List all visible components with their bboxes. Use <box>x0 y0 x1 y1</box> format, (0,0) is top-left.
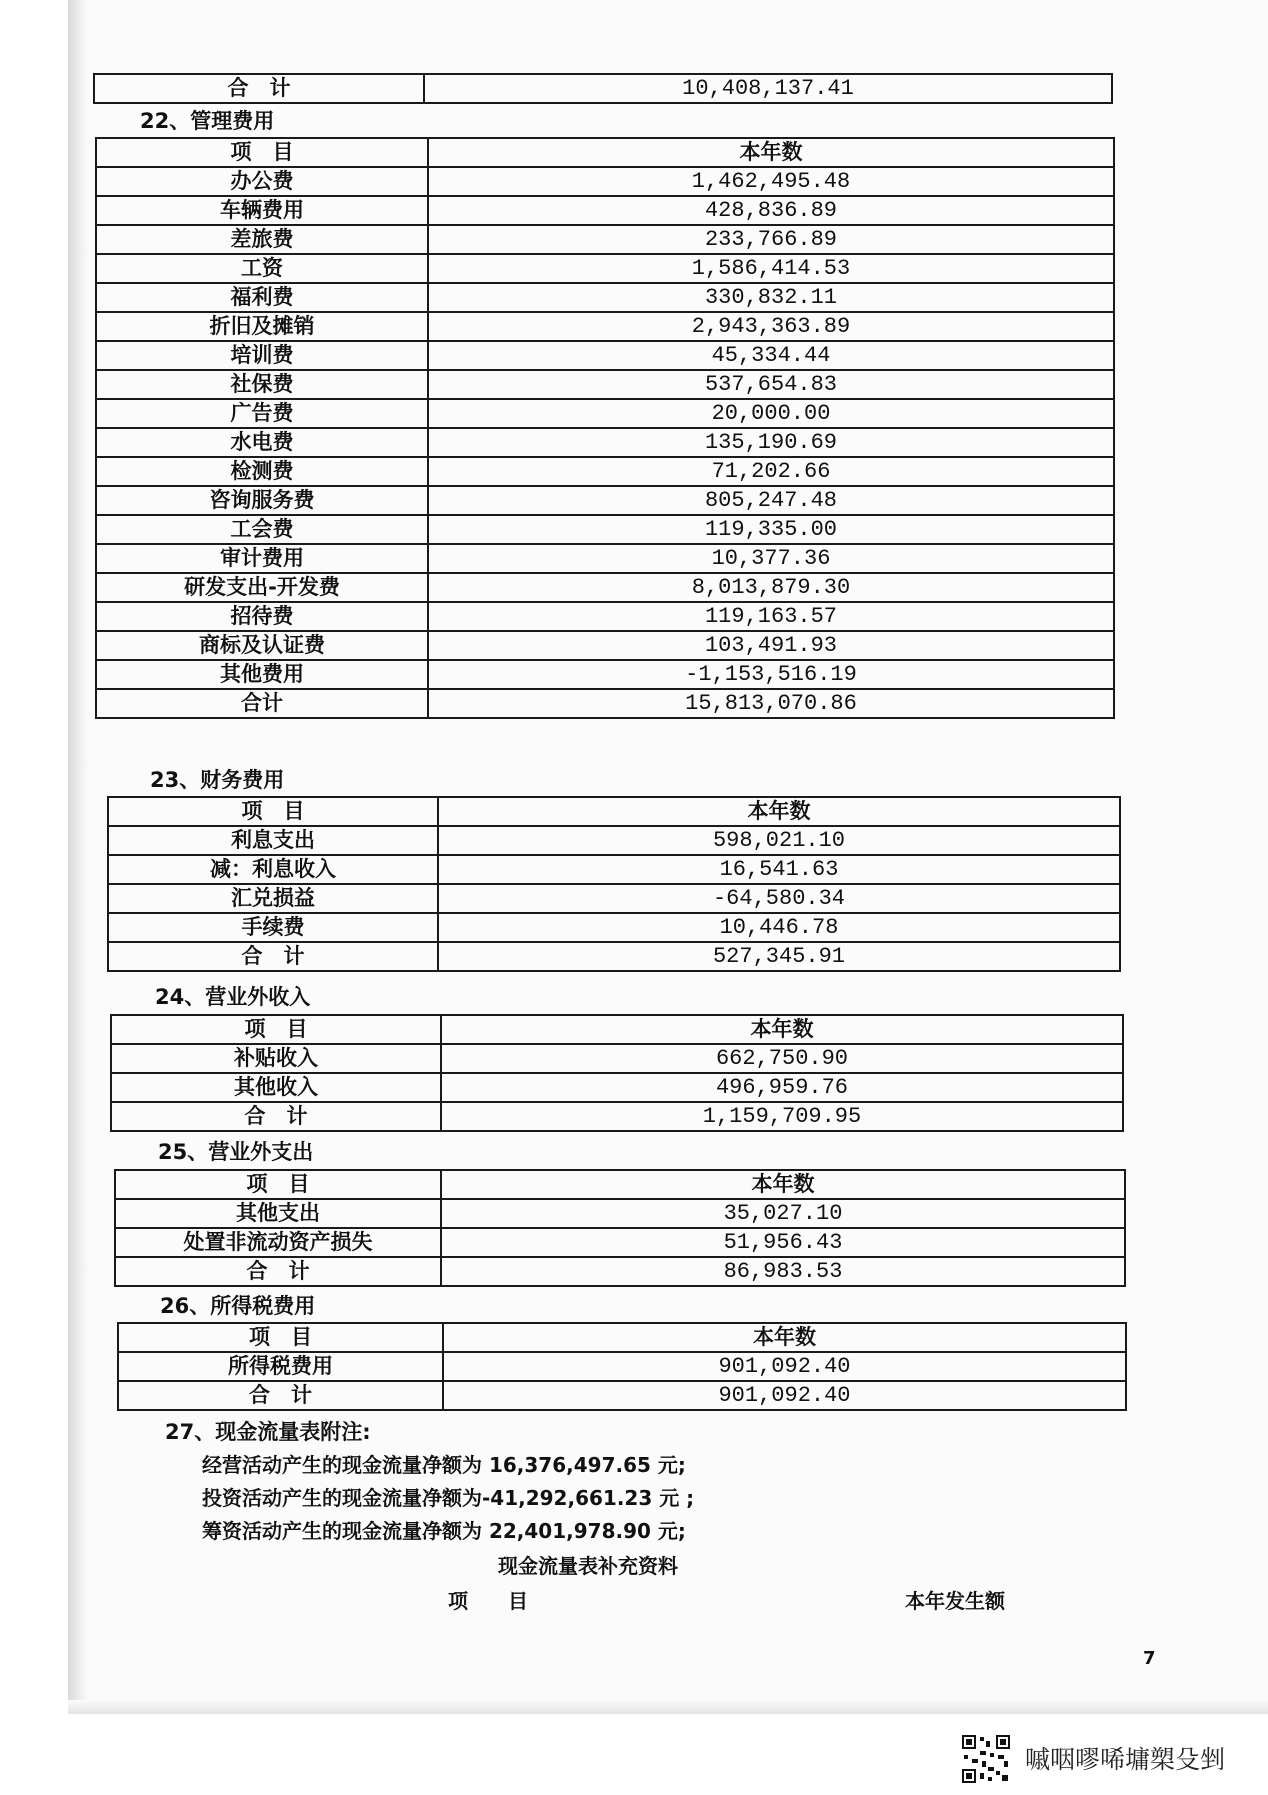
table-row <box>96 602 1114 631</box>
row-label: 合 计 <box>118 1381 443 1410</box>
row-label: 合 计 <box>94 74 424 103</box>
section-27-title: 27、现金流量表附注: <box>165 1420 371 1444</box>
column-header-amount: 本年数 <box>441 1170 1125 1199</box>
row-value: 805,247.48 <box>428 486 1114 515</box>
scan-shadow-left <box>68 0 88 1712</box>
table-header-row <box>111 1015 1123 1044</box>
row-value: 598,021.10 <box>438 826 1120 855</box>
row-label: 手续费 <box>108 913 438 942</box>
finance-expenses-table <box>107 796 1121 972</box>
row-label: 工会费 <box>96 515 428 544</box>
table-row <box>108 884 1120 913</box>
supplement-col-amount: 本年发生额 <box>905 1589 1005 1613</box>
row-label: 差旅费 <box>96 225 428 254</box>
row-label: 检测费 <box>96 457 428 486</box>
row-value: 10,446.78 <box>438 913 1120 942</box>
row-value: 527,345.91 <box>438 942 1120 971</box>
row-label: 商标及认证费 <box>96 631 428 660</box>
row-label: 其他支出 <box>115 1199 441 1228</box>
section-22-title: 22、管理费用 <box>140 109 275 133</box>
row-value: 135,190.69 <box>428 428 1114 457</box>
column-header-amount: 本年数 <box>441 1015 1123 1044</box>
carry-over-table <box>93 73 1113 104</box>
row-label: 合计 <box>96 689 428 718</box>
operating-cash-flow-note: 经营活动产生的现金流量净额为 16,376,497.65 元; <box>202 1453 686 1477</box>
section-24-title: 24、营业外收入 <box>155 985 311 1009</box>
table-header-row <box>108 797 1120 826</box>
row-value: 2,943,363.89 <box>428 312 1114 341</box>
qr-code-icon <box>960 1733 1012 1785</box>
column-header-amount: 本年数 <box>443 1323 1126 1352</box>
table-row <box>108 913 1120 942</box>
table-row <box>108 942 1120 971</box>
row-value: 901,092.40 <box>443 1352 1126 1381</box>
column-header-item: 项 目 <box>96 138 428 167</box>
supplement-title: 现金流量表补充资料 <box>498 1554 678 1578</box>
table-row <box>96 428 1114 457</box>
table-row <box>96 515 1114 544</box>
row-label: 汇兑损益 <box>108 884 438 913</box>
table-row <box>94 74 1112 103</box>
section-23-title: 23、财务费用 <box>150 768 285 792</box>
investing-cash-flow-note: 投资活动产生的现金流量净额为-41,292,661.23 元 ; <box>202 1486 695 1510</box>
admin-expenses-table <box>95 137 1115 719</box>
table-row <box>108 855 1120 884</box>
row-value: 35,027.10 <box>441 1199 1125 1228</box>
column-header-amount: 本年数 <box>438 797 1120 826</box>
table-header-row <box>96 138 1114 167</box>
row-value: 10,377.36 <box>428 544 1114 573</box>
table-row <box>111 1044 1123 1073</box>
row-label: 广告费 <box>96 399 428 428</box>
section-26-title: 26、所得税费用 <box>160 1294 316 1318</box>
row-label: 利息支出 <box>108 826 438 855</box>
row-label: 折旧及摊销 <box>96 312 428 341</box>
row-value: 537,654.83 <box>428 370 1114 399</box>
table-row <box>96 689 1114 718</box>
table-row <box>115 1228 1125 1257</box>
row-value: 901,092.40 <box>443 1381 1126 1410</box>
table-row <box>96 573 1114 602</box>
row-value: 10,408,137.41 <box>424 74 1112 103</box>
row-label: 减：利息收入 <box>108 855 438 884</box>
row-value: 119,163.57 <box>428 602 1114 631</box>
table-row <box>96 631 1114 660</box>
table-row <box>96 486 1114 515</box>
row-value: -1,153,516.19 <box>428 660 1114 689</box>
table-row <box>96 370 1114 399</box>
row-value: -64,580.34 <box>438 884 1120 913</box>
scan-shadow-bottom <box>68 1700 1268 1714</box>
row-value: 16,541.63 <box>438 855 1120 884</box>
row-label: 水电费 <box>96 428 428 457</box>
row-label: 福利费 <box>96 283 428 312</box>
non-operating-expense-table <box>114 1169 1126 1287</box>
table-row <box>96 399 1114 428</box>
table-row <box>115 1257 1125 1286</box>
row-label: 合 计 <box>115 1257 441 1286</box>
table-row <box>96 254 1114 283</box>
row-value: 1,586,414.53 <box>428 254 1114 283</box>
column-header-item: 项 目 <box>108 797 438 826</box>
row-value: 8,013,879.30 <box>428 573 1114 602</box>
table-row <box>96 167 1114 196</box>
table-row <box>96 660 1114 689</box>
income-tax-table <box>117 1322 1127 1411</box>
row-value: 496,959.76 <box>441 1073 1123 1102</box>
table-header-row <box>115 1170 1125 1199</box>
section-25-title: 25、营业外支出 <box>158 1140 314 1164</box>
footer-watermark: 嘁咽嘐唏墉槊殳剉 <box>1025 1745 1226 1774</box>
row-label: 合 计 <box>108 942 438 971</box>
column-header-item: 项 目 <box>118 1323 443 1352</box>
row-label: 所得税费用 <box>118 1352 443 1381</box>
row-label: 补贴收入 <box>111 1044 441 1073</box>
table-row <box>108 826 1120 855</box>
row-label: 工资 <box>96 254 428 283</box>
row-value: 45,334.44 <box>428 341 1114 370</box>
row-value: 51,956.43 <box>441 1228 1125 1257</box>
row-label: 招待费 <box>96 602 428 631</box>
column-header-item: 项 目 <box>115 1170 441 1199</box>
row-value: 1,159,709.95 <box>441 1102 1123 1131</box>
row-value: 428,836.89 <box>428 196 1114 225</box>
row-value: 71,202.66 <box>428 457 1114 486</box>
table-row <box>118 1352 1126 1381</box>
row-label: 其他费用 <box>96 660 428 689</box>
row-label: 其他收入 <box>111 1073 441 1102</box>
row-value: 1,462,495.48 <box>428 167 1114 196</box>
row-value: 330,832.11 <box>428 283 1114 312</box>
table-row <box>96 457 1114 486</box>
table-row <box>96 312 1114 341</box>
table-row <box>96 283 1114 312</box>
non-operating-income-table <box>110 1014 1124 1132</box>
row-label: 办公费 <box>96 167 428 196</box>
row-label: 合 计 <box>111 1102 441 1131</box>
row-label: 社保费 <box>96 370 428 399</box>
row-label: 咨询服务费 <box>96 486 428 515</box>
row-label: 处置非流动资产损失 <box>115 1228 441 1257</box>
table-row <box>115 1199 1125 1228</box>
financing-cash-flow-note: 筹资活动产生的现金流量净额为 22,401,978.90 元; <box>202 1519 686 1543</box>
row-value: 15,813,070.86 <box>428 689 1114 718</box>
page-number: 7 <box>1143 1648 1156 1669</box>
table-row <box>96 544 1114 573</box>
row-value: 86,983.53 <box>441 1257 1125 1286</box>
row-label: 研发支出-开发费 <box>96 573 428 602</box>
row-value: 103,491.93 <box>428 631 1114 660</box>
table-row <box>96 341 1114 370</box>
row-value: 662,750.90 <box>441 1044 1123 1073</box>
row-label: 审计费用 <box>96 544 428 573</box>
supplement-col-item: 项 目 <box>448 1589 528 1613</box>
row-label: 车辆费用 <box>96 196 428 225</box>
table-row <box>111 1073 1123 1102</box>
table-row <box>118 1381 1126 1410</box>
row-value: 119,335.00 <box>428 515 1114 544</box>
column-header-amount: 本年数 <box>428 138 1114 167</box>
table-row <box>96 196 1114 225</box>
column-header-item: 项 目 <box>111 1015 441 1044</box>
table-row <box>111 1102 1123 1131</box>
row-value: 233,766.89 <box>428 225 1114 254</box>
row-label: 培训费 <box>96 341 428 370</box>
table-row <box>96 225 1114 254</box>
table-header-row <box>118 1323 1126 1352</box>
row-value: 20,000.00 <box>428 399 1114 428</box>
